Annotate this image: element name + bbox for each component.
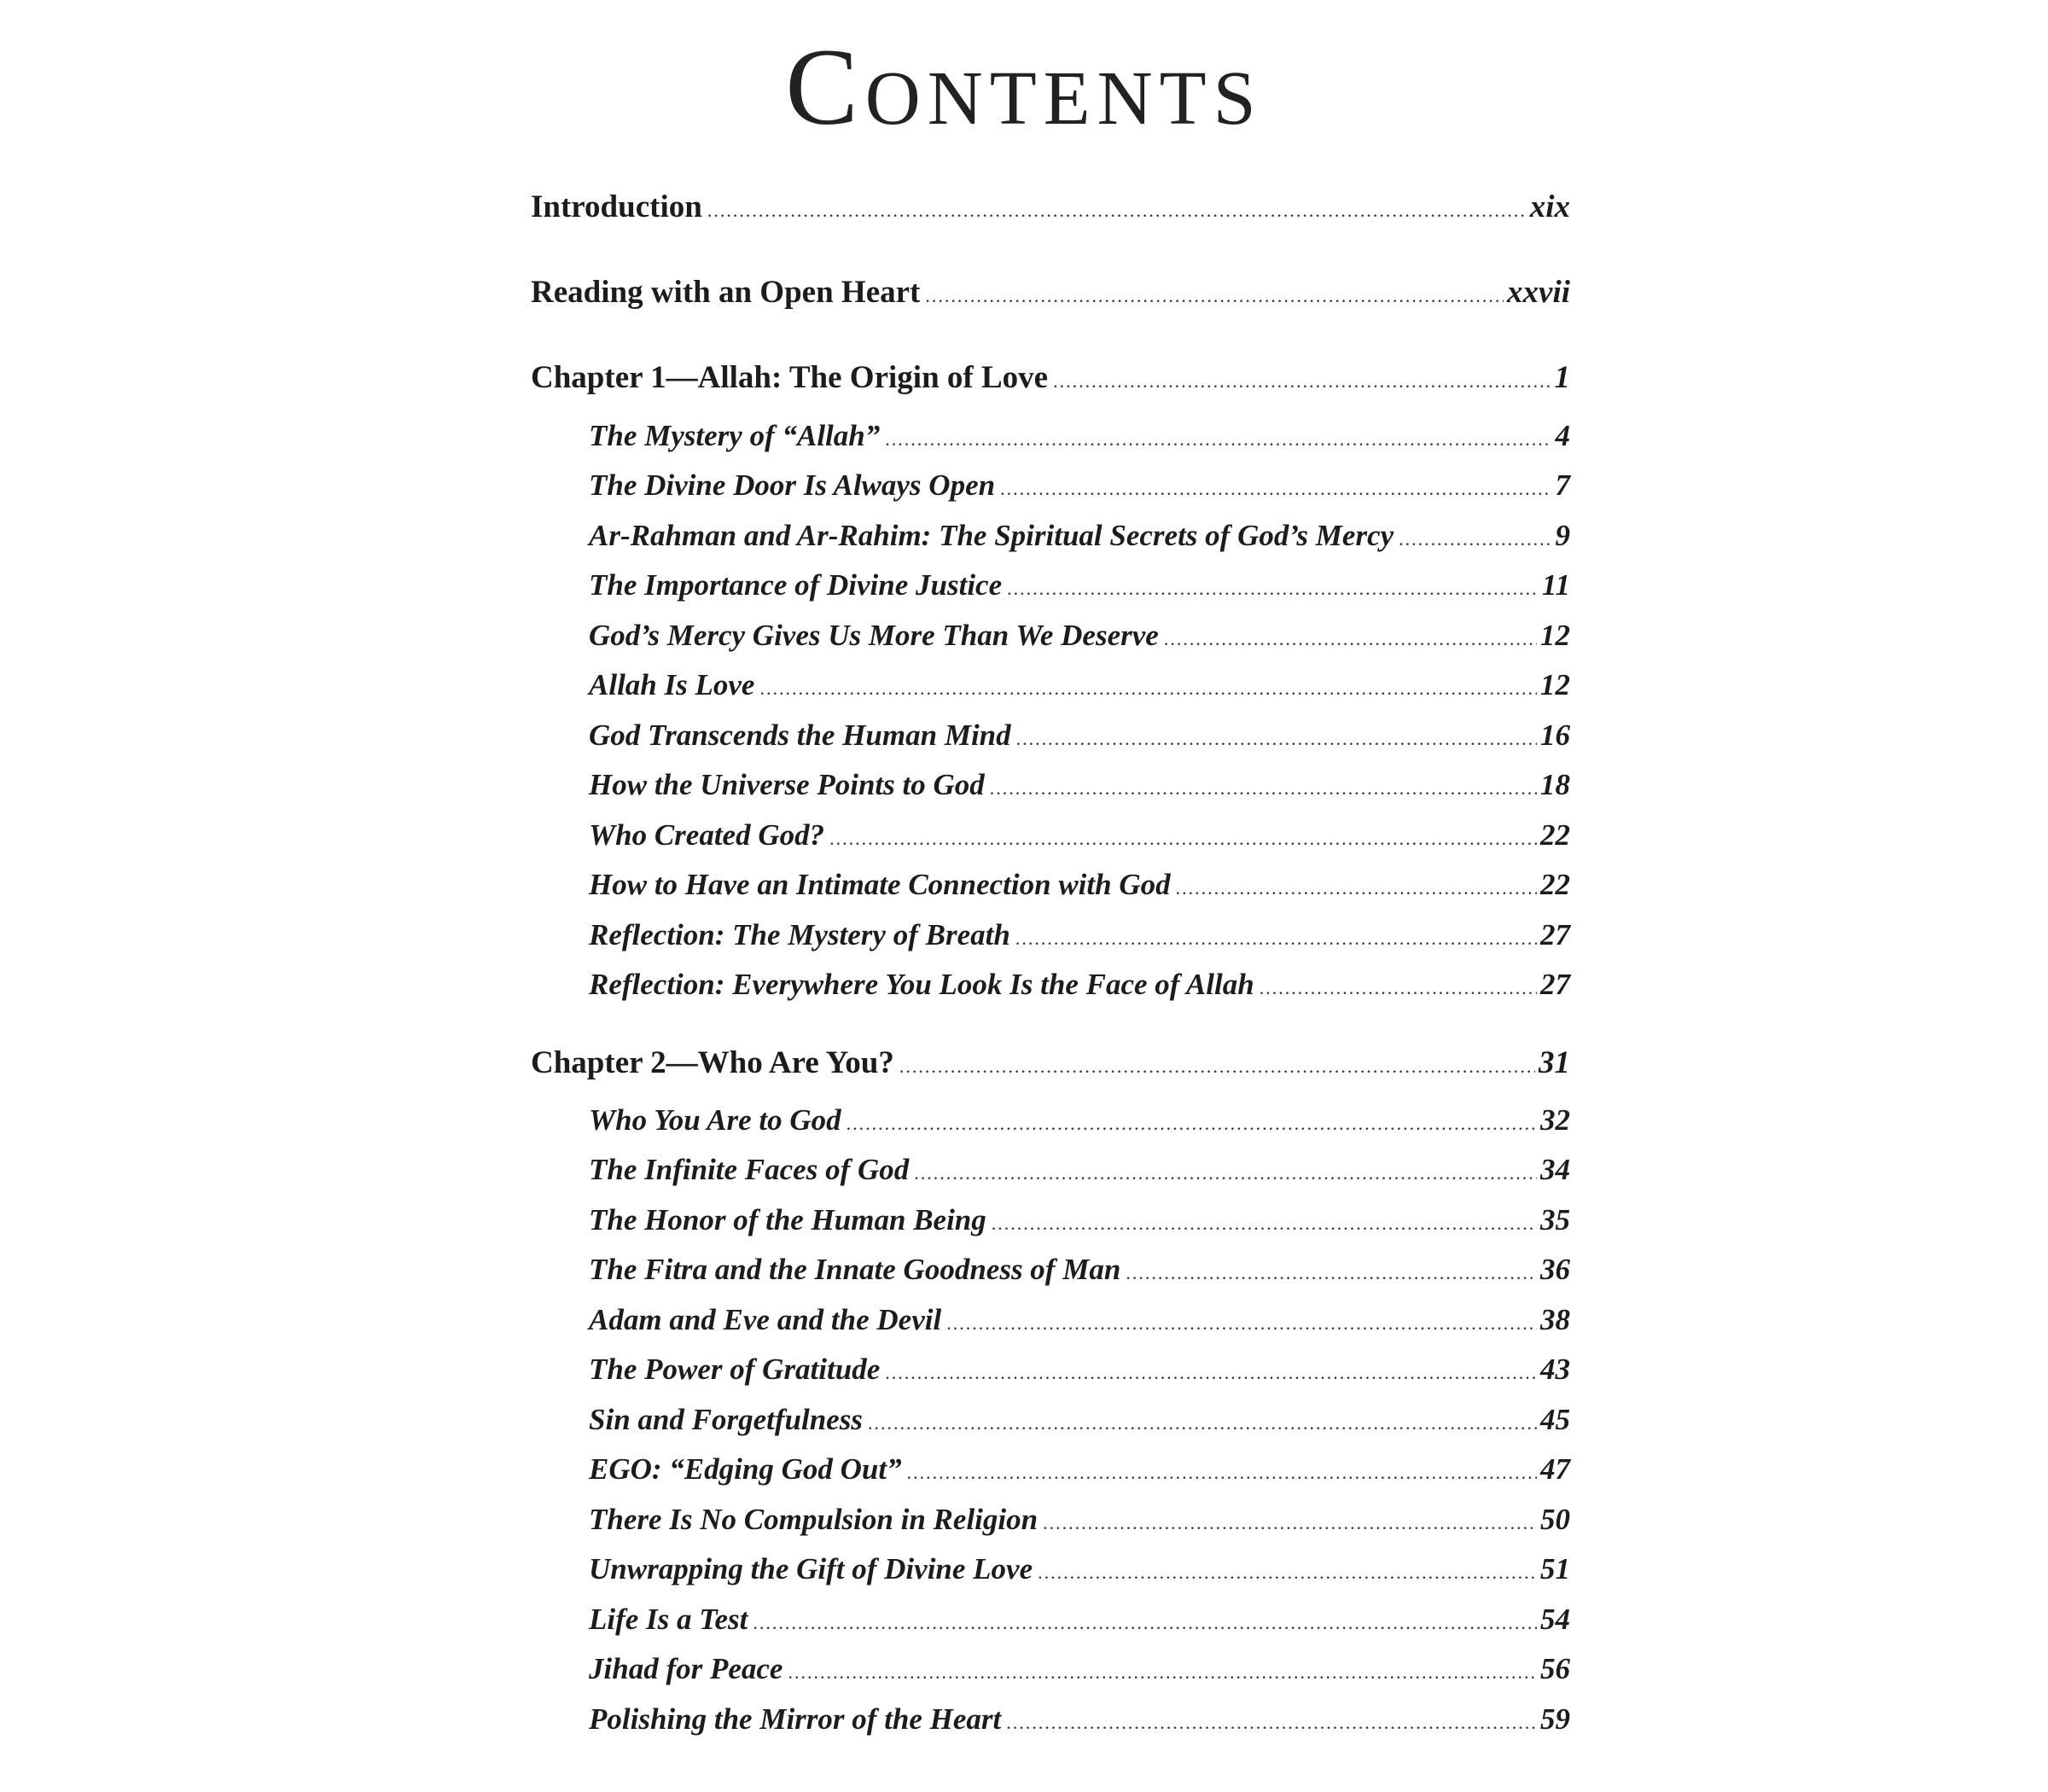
toc-chapter-2[interactable] (531, 1047, 1570, 1079)
dot-leader (899, 1057, 1535, 1076)
toc-subentry[interactable] (589, 670, 1570, 700)
toc-entry-page: 54 (1540, 1603, 1570, 1636)
toc-entry-page: 32 (1540, 1103, 1570, 1137)
toc-entry-title: The Importance of Divine Justice (589, 568, 1003, 602)
toc-chapter-1[interactable] (531, 362, 1570, 393)
dot-leader (1260, 979, 1537, 998)
toc-subentry[interactable] (589, 1554, 1570, 1584)
toc-entry-title: God’s Mercy Gives Us More Than We Deserve (589, 619, 1159, 652)
dot-leader (907, 1463, 1537, 1482)
toc-entry-page: 34 (1540, 1153, 1570, 1186)
toc-entry-page: 38 (1540, 1303, 1570, 1336)
toc-entry-page: 7 (1555, 468, 1570, 502)
toc-entry-title: Reflection: Everywhere You Look Is the Face of Allah (589, 968, 1254, 1001)
toc-entry-title: Ar-Rahman and Ar-Rahim: The Spiritual Secrets of God’s Mercy (589, 519, 1394, 552)
toc-entry-introduction[interactable] (531, 191, 1570, 223)
toc-subentry[interactable] (589, 1654, 1570, 1684)
toc-entry-title: The Fitra and the Innate Goodness of Man (589, 1253, 1121, 1286)
dot-leader (1043, 1514, 1537, 1533)
page-title: Contents (785, 26, 1263, 148)
toc-entry-page: 12 (1540, 668, 1570, 701)
dot-leader (1007, 579, 1539, 598)
toc-entry-page: 56 (1540, 1652, 1570, 1685)
toc-entry-title: There Is No Compulsion in Religion (589, 1503, 1039, 1536)
toc-entry-title: The Mystery of “Allah” (589, 419, 881, 452)
dot-leader (914, 1164, 1537, 1183)
toc-subentry[interactable] (589, 1354, 1570, 1384)
toc-subentry[interactable] (589, 969, 1570, 999)
dot-leader (1006, 1713, 1537, 1732)
toc-subentry[interactable] (589, 1405, 1570, 1434)
dot-leader (946, 1314, 1537, 1333)
toc-entry-page: 22 (1540, 868, 1570, 901)
dot-leader (847, 1114, 1537, 1133)
dot-leader (885, 430, 1551, 449)
toc-entry-page: 45 (1540, 1403, 1570, 1436)
toc-subentry[interactable] (589, 620, 1570, 650)
toc-entry-title: Polishing the Mirror of the Heart (589, 1702, 1002, 1736)
toc-entry-title: The Infinite Faces of God (589, 1153, 910, 1186)
dot-leader (753, 1614, 1537, 1632)
dot-leader (1015, 929, 1537, 948)
toc-subentry[interactable] (589, 920, 1570, 950)
dot-leader (868, 1414, 1537, 1433)
toc-entry-page: 22 (1540, 818, 1570, 852)
dot-leader (1000, 480, 1551, 498)
toc-entry-page: 51 (1540, 1552, 1570, 1585)
dot-leader (1038, 1563, 1537, 1582)
toc-subentry[interactable] (589, 1454, 1570, 1484)
dot-leader (1399, 530, 1551, 549)
toc-entry-title: Who Created God? (589, 818, 825, 852)
dot-leader (1164, 630, 1537, 649)
toc-entry-title: The Divine Door Is Always Open (589, 468, 996, 502)
toc-entry-page: 31 (1539, 1045, 1570, 1080)
toc-entry-title: How to Have an Intimate Connection with God (589, 868, 1171, 901)
toc-subentry[interactable] (589, 820, 1570, 850)
toc-entry-title: Unwrapping the Gift of Divine Love (589, 1552, 1033, 1585)
dot-leader (707, 201, 1527, 220)
toc-entry-page: 59 (1540, 1702, 1570, 1736)
dot-leader (1176, 879, 1537, 898)
toc-entry-page: 43 (1540, 1353, 1570, 1386)
toc-subentry[interactable] (589, 1254, 1570, 1284)
toc-entry-title: Allah Is Love (589, 668, 755, 701)
toc-entry-page: 27 (1540, 918, 1570, 951)
toc-entry-title: Reflection: The Mystery of Breath (589, 918, 1010, 951)
dot-leader (829, 829, 1537, 848)
toc-entry-title: Chapter 1—Allah: The Origin of Love (531, 360, 1049, 395)
toc-subentry[interactable] (589, 770, 1570, 800)
toc-entry-page: 18 (1540, 768, 1570, 801)
toc-subentry[interactable] (589, 421, 1570, 451)
toc-entry-page: 11 (1541, 568, 1570, 602)
toc-entry-title: How the Universe Points to God (589, 768, 985, 801)
toc-entry-page: xxvii (1507, 275, 1570, 310)
toc-entry-page: xix (1529, 189, 1570, 224)
toc-subentry[interactable] (589, 1604, 1570, 1634)
toc-subentry[interactable] (589, 1105, 1570, 1135)
toc-entry-page: 50 (1540, 1503, 1570, 1536)
toc-entry-reading-open-heart[interactable] (531, 276, 1570, 308)
toc-entry-page: 47 (1540, 1452, 1570, 1486)
toc-entry-page: 12 (1540, 619, 1570, 652)
toc-subentry[interactable] (589, 870, 1570, 899)
dot-leader (990, 779, 1537, 798)
toc-entry-page: 16 (1540, 719, 1570, 752)
dot-leader (925, 287, 1504, 305)
toc-subentry[interactable] (589, 720, 1570, 750)
toc-entry-page: 9 (1555, 519, 1570, 552)
toc-subentry[interactable] (589, 570, 1570, 600)
toc-subentry[interactable] (589, 1205, 1570, 1235)
dot-leader (788, 1663, 1537, 1682)
toc-entry-title: Who You Are to God (589, 1103, 841, 1137)
toc-entry-title: Reading with an Open Heart (531, 275, 921, 310)
toc-subentry[interactable] (589, 1305, 1570, 1335)
toc-subentry[interactable] (589, 470, 1570, 500)
toc-entry-page: 36 (1540, 1253, 1570, 1286)
dot-leader (1126, 1264, 1537, 1283)
dot-leader (759, 679, 1537, 698)
toc-entry-title: EGO: “Edging God Out” (589, 1452, 902, 1486)
toc-subentry[interactable] (589, 1155, 1570, 1184)
dot-leader (1016, 730, 1537, 748)
toc-entry-title: Introduction (531, 189, 702, 224)
toc-entry-title: Jihad for Peace (589, 1652, 783, 1685)
toc-entry-title: The Power of Gratitude (589, 1353, 881, 1386)
dot-leader (1053, 372, 1551, 391)
toc-subentry[interactable] (589, 1504, 1570, 1534)
toc-subentry[interactable] (589, 1704, 1570, 1734)
toc-entry-title: Sin and Forgetfulness (589, 1403, 863, 1436)
toc-entry-title: Adam and Eve and the Devil (589, 1303, 942, 1336)
toc-entry-page: 27 (1540, 968, 1570, 1001)
dot-leader (992, 1214, 1537, 1233)
toc-entry-page: 4 (1555, 419, 1570, 452)
toc-entry-title: The Honor of the Human Being (589, 1203, 986, 1236)
dot-leader (885, 1364, 1537, 1382)
toc-entry-page: 1 (1554, 360, 1570, 395)
toc-entry-title: Chapter 2—Who Are You? (531, 1045, 894, 1080)
toc-subentry[interactable] (589, 521, 1570, 550)
toc-entry-title: God Transcends the Human Mind (589, 719, 1011, 752)
toc-entry-title: Life Is a Test (589, 1603, 748, 1636)
toc-entry-page: 35 (1540, 1203, 1570, 1236)
